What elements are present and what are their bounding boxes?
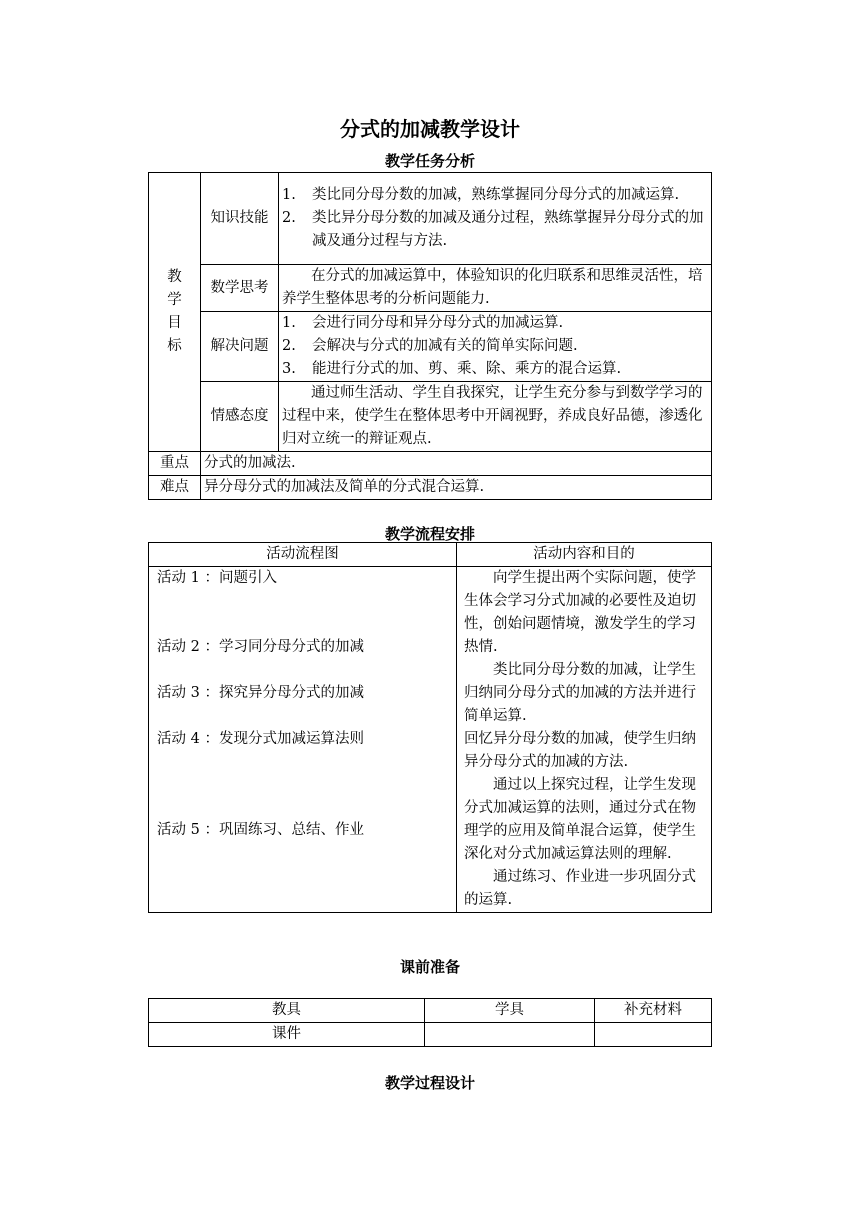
content-item: 通过以上探究过程，让学生发现分式加减运算的法则，通过分式在物理学的应用及简单混合运算，使学生深化对分式加减运算法则的理解. — [464, 777, 696, 862]
activity-item: 活动 1 ：问题引入 — [157, 570, 277, 586]
activity-item: 活动 2 ：学习同分母分式的加减 — [157, 639, 364, 655]
content-item: 回忆异分母分数的加减，使学生归纳异分母分式的加减的方法. — [464, 731, 696, 770]
goal-category-attitude: 情感态度 — [201, 382, 279, 452]
section-process: 教学过程设计 — [384, 1074, 475, 1092]
difficult-point-text: 异分母分式的加减法及简单的分式混合运算. — [201, 476, 712, 500]
goal-problem-items — [279, 312, 712, 382]
prep-header-supplement: 补充材料 — [595, 999, 712, 1023]
content-item: 向学生提出两个实际问题，使学生体会学习分式加减的必要性及迫切性，创始问题情境，激发学生的学习热情. — [464, 570, 696, 655]
prep-table — [148, 998, 712, 1047]
goal-category-problem: 解决问题 — [201, 312, 279, 382]
key-point-text: 分式的加减法. — [201, 452, 712, 476]
prep-cell-learning-aids — [425, 1023, 595, 1047]
flow-contents — [457, 567, 712, 913]
goal-category-thinking: 数学思考 — [201, 265, 279, 312]
list-item: 2. 会解决与分式的加减有关的简单实际问题. — [282, 338, 578, 354]
prep-header-learning-aids: 学具 — [425, 999, 595, 1023]
activity-item: 活动 5 ：巩固练习、总结、作业 — [157, 822, 364, 838]
goal-knowledge-items — [279, 173, 712, 265]
prep-cell-courseware: 课件 — [149, 1023, 425, 1047]
flow-header-content: 活动内容和目的 — [457, 543, 712, 567]
list-item: 2. 类比异分母分数的加减及通分过程，熟练掌握异分母分式的加减及通分过程与方法. — [282, 210, 704, 249]
content-item: 通过练习、作业进一步巩固分式的运算. — [464, 869, 696, 908]
section-flow: 教学流程安排 — [384, 525, 475, 543]
activity-item: 活动 3 ：探究异分母分式的加减 — [157, 685, 364, 701]
goals-table — [148, 172, 712, 500]
activity-item: 活动 4 ：发现分式加减运算法则 — [157, 731, 364, 747]
goal-category-knowledge: 知识技能 — [201, 173, 279, 265]
prep-header-teaching-aids: 教具 — [149, 999, 425, 1023]
goals-label: 教 学 目 标 — [149, 173, 201, 452]
document-title: 分式的加减教学设计 — [340, 117, 520, 141]
prep-cell-supplement — [595, 1023, 712, 1047]
key-point-label: 重点 — [149, 452, 201, 476]
list-item: 1. 类比同分母分数的加减，熟练掌握同分母分式的加减运算. — [282, 187, 680, 203]
flow-header-chart: 活动流程图 — [149, 543, 457, 567]
list-item: 1. 会进行同分母和异分母分式的加减运算. — [282, 315, 564, 331]
flow-activities — [149, 567, 457, 913]
list-item: 3. 能进行分式的加、剪、乘、除、乘方的混合运算. — [282, 361, 622, 377]
content-item: 类比同分母分数的加减，让学生归纳同分母分式的加减的方法并进行简单运算. — [464, 662, 696, 724]
goal-attitude-text: 通过师生活动、学生自我探究，让学生充分参与到数学学习的过程中来，使学生在整体思考中开阔视野，养成良好品德，渗透化归对立统一的辩证观点. — [279, 382, 712, 452]
section-prep: 课前准备 — [399, 958, 460, 976]
difficult-point-label: 难点 — [149, 476, 201, 500]
goal-thinking-text: 在分式的加减运算中，体验知识的化归联系和思维灵活性，培养学生整体思考的分析问题能力. — [279, 265, 712, 312]
section-task-analysis: 教学任务分析 — [384, 152, 475, 170]
flow-table — [148, 542, 712, 913]
